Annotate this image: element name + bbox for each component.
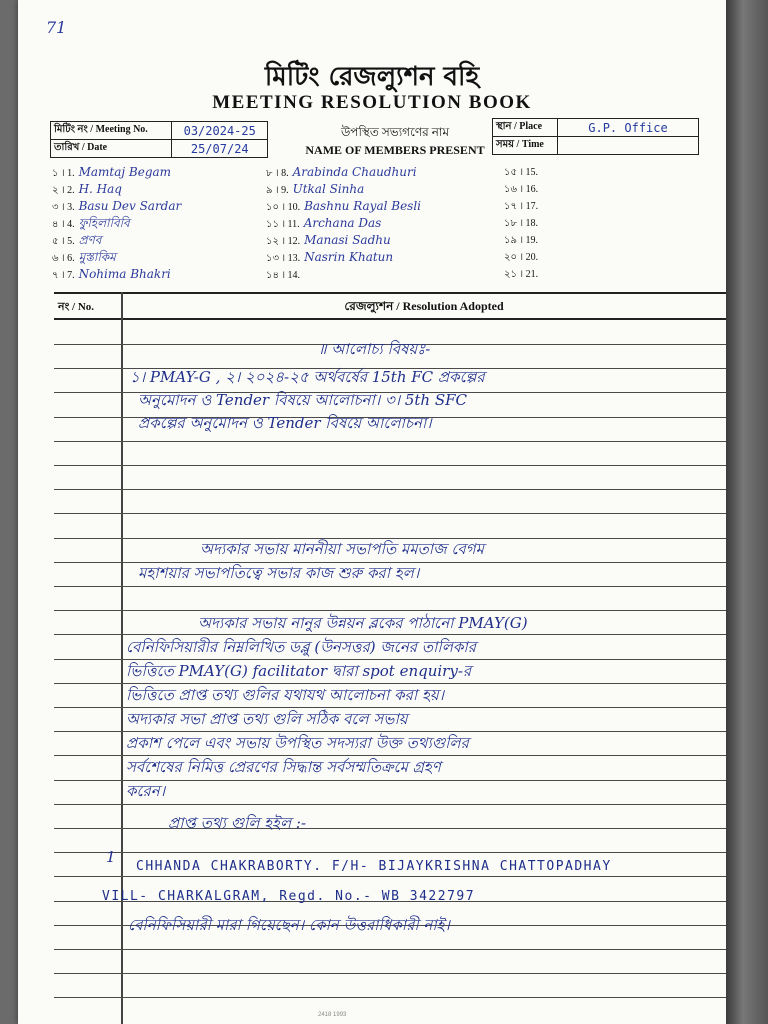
member-signature: Arabinda Chaudhuri bbox=[292, 165, 417, 179]
ruled-line bbox=[54, 489, 726, 490]
time-value bbox=[558, 137, 699, 155]
ruled-line bbox=[54, 828, 726, 829]
member-signature: Nasrin Khatun bbox=[304, 250, 394, 264]
member-row: ৭ । 7. Nohima Bhakri bbox=[52, 267, 171, 281]
members-present-heading bbox=[280, 123, 510, 159]
ruled-line bbox=[54, 634, 726, 635]
column-separator bbox=[121, 292, 123, 1024]
resolution-book-page bbox=[18, 0, 726, 1024]
member-signature: প্রণব bbox=[78, 233, 102, 247]
member-row: ২ । 2. H. Haq bbox=[52, 182, 122, 196]
body-line: অদ্যকার সভা প্রাপ্ত তথ্য গুলি সঠিক বলে সভায় bbox=[126, 710, 408, 728]
ruled-line bbox=[54, 973, 726, 974]
member-row: ৯ । 9. Utkal Sinha bbox=[266, 182, 365, 196]
title-english: MEETING RESOLUTION BOOK bbox=[212, 92, 532, 113]
members-column-2 bbox=[266, 164, 421, 283]
entry-remark-line: বেনিফিসিয়ারী মারা গিয়েছেন। কোন উত্তরাধিকারী নাই। bbox=[128, 916, 450, 934]
ruled-line bbox=[54, 441, 726, 442]
member-signature: Mamtaj Begam bbox=[78, 165, 172, 179]
meeting-no-value: 03/2024-25 bbox=[172, 122, 268, 140]
place-value: G.P. Office bbox=[558, 119, 699, 137]
member-row: ৮ । 8. Arabinda Chaudhuri bbox=[266, 165, 417, 179]
member-signature: Nohima Bhakri bbox=[78, 267, 171, 281]
meeting-no-label: মিটিং নং / Meeting No. bbox=[51, 122, 172, 140]
member-signature: Bashnu Rayal Besli bbox=[304, 199, 422, 213]
member-row: ২১ । 21. bbox=[504, 269, 539, 280]
member-row: ১২ । 12. Manasi Sadhu bbox=[266, 233, 391, 247]
member-signature: H. Haq bbox=[78, 182, 122, 196]
member-signature: মুস্তাকিম bbox=[78, 250, 116, 264]
ruled-line bbox=[54, 949, 726, 950]
meeting-meta-table bbox=[50, 121, 268, 158]
member-signature: Manasi Sadhu bbox=[304, 233, 391, 247]
member-signature: Utkal Sinha bbox=[292, 182, 365, 196]
members-present-bengali: উপস্থিত সভ্যগণের নাম bbox=[340, 125, 450, 139]
time-label: সময় / Time bbox=[493, 137, 558, 155]
member-row: ১ । 1. Mamtaj Begam bbox=[52, 165, 172, 179]
member-signature: ফুহিলাবিবি bbox=[78, 216, 130, 230]
body-line: অদ্যকার সভায় নানুর উন্নয়ন ব্লকের পাঠানো PMAY(G) bbox=[198, 614, 528, 632]
body-line: বেনিফিসিয়ারীর নিম্নলিখিত ডব্লু (উনসত্তর) জনের তালিকার bbox=[126, 638, 476, 656]
entry-name-line: CHHANDA CHAKRABORTY. F/H- BIJAYKRISHNA CHATTOPADHAY bbox=[136, 859, 612, 874]
column-head-resolution: রেজল্যুশন / Resolution Adopted bbox=[344, 299, 504, 313]
opening-line: অদ্যকার সভায় মাননীয়া সভাপতি মমতাজ বেগম bbox=[200, 540, 484, 558]
entry-number: 1 bbox=[106, 848, 116, 866]
place-label: স্থান / Place bbox=[493, 119, 558, 137]
member-row: ৪ । 4. ফুহিলাবিবি bbox=[52, 216, 130, 230]
member-signature: Basu Dev Sardar bbox=[78, 199, 182, 213]
ruled-line bbox=[54, 586, 726, 587]
member-row: ৬ । 6. মুস্তাকিম bbox=[52, 250, 116, 264]
opening-line: মহাশয়ার সভাপতিত্বে সভার কাজ শুরু করা হল। bbox=[138, 564, 420, 582]
members-column-1 bbox=[52, 164, 181, 283]
title-bengali: মিটিং রেজল্যুশন বহি bbox=[264, 62, 480, 92]
ruled-line bbox=[54, 465, 726, 466]
member-row: ১৯ । 19. bbox=[504, 235, 539, 246]
member-row: ৫ । 5. প্রণব bbox=[52, 233, 102, 247]
body-line: ভিত্তিতে প্রাপ্ত তথ্য গুলির যথাযথ আলোচনা করা হয়। bbox=[126, 686, 445, 704]
member-row: ১৩ । 13. Nasrin Khatun bbox=[266, 250, 394, 264]
agenda-line: প্রকল্পের অনুমোদন ও Tender বিষয়ে আলোচনা। bbox=[138, 414, 432, 432]
member-row: ৩ । 3. Basu Dev Sardar bbox=[52, 199, 182, 213]
place-time-table bbox=[492, 118, 699, 155]
page-number: 71 bbox=[46, 18, 67, 37]
column-head-no: নং / No. bbox=[58, 301, 95, 313]
member-row: ১০ । 10. Bashnu Rayal Besli bbox=[266, 199, 422, 213]
ruled-line bbox=[54, 610, 726, 611]
member-row: ১১ । 11. Archana Das bbox=[266, 216, 382, 230]
member-row: ১৬ । 16. bbox=[504, 184, 539, 195]
ruled-line bbox=[54, 804, 726, 805]
member-signature: Archana Das bbox=[303, 216, 382, 230]
ruled-line bbox=[54, 513, 726, 514]
body-line: সর্বশেষের নিমিত্ত প্রেরণের সিদ্ধান্ত সর্বসম্মতিক্রমে গ্রহণ bbox=[126, 758, 441, 776]
date-value: 25/07/24 bbox=[172, 140, 268, 158]
book-spine bbox=[726, 0, 768, 1024]
agenda-heading: ॥ আলোচ্য বিষয়ঃ- bbox=[318, 340, 431, 358]
ruled-line bbox=[54, 997, 726, 998]
entry-village-line: VILL- CHARKALGRAM, Regd. No.- WB 3422797 bbox=[102, 889, 476, 904]
members-present-english: NAME OF MEMBERS PRESENT bbox=[305, 143, 485, 157]
members-column-3 bbox=[504, 164, 538, 283]
facts-heading: প্রাপ্ত তথ্য গুলি হইল :- bbox=[168, 814, 307, 832]
ruled-line bbox=[54, 852, 726, 853]
agenda-line: অনুমোদন ও Tender বিষয়ে আলোচনা। ৩। 5th SFC bbox=[138, 391, 468, 409]
body-line: ভিত্তিতে PMAY(G) facilitator দ্বারা spot enquiry-র bbox=[126, 662, 472, 680]
table-top-border bbox=[54, 292, 726, 294]
body-line: প্রকাশ পেলে এবং সভায় উপস্থিত সদস্যরা উক্ত তথ্যগুলির bbox=[126, 734, 469, 752]
agenda-line: ১। PMAY-G , ২। ২০২৪-২৫ অর্থবর্ষের 15th FC প্রকল্পের bbox=[130, 368, 485, 386]
table-head-border bbox=[54, 318, 726, 320]
date-label: তারিখ / Date bbox=[51, 140, 172, 158]
printer-mark: 2418 1993 bbox=[318, 1012, 347, 1018]
member-row: ১৫ । 15. bbox=[504, 167, 539, 178]
member-row: ১৪ । 14. bbox=[266, 270, 301, 281]
member-row: ২০ । 20. bbox=[504, 252, 539, 263]
member-row: ১৭ । 17. bbox=[504, 201, 539, 212]
body-line: করেন। bbox=[126, 782, 166, 800]
member-row: ১৮ । 18. bbox=[504, 218, 539, 229]
